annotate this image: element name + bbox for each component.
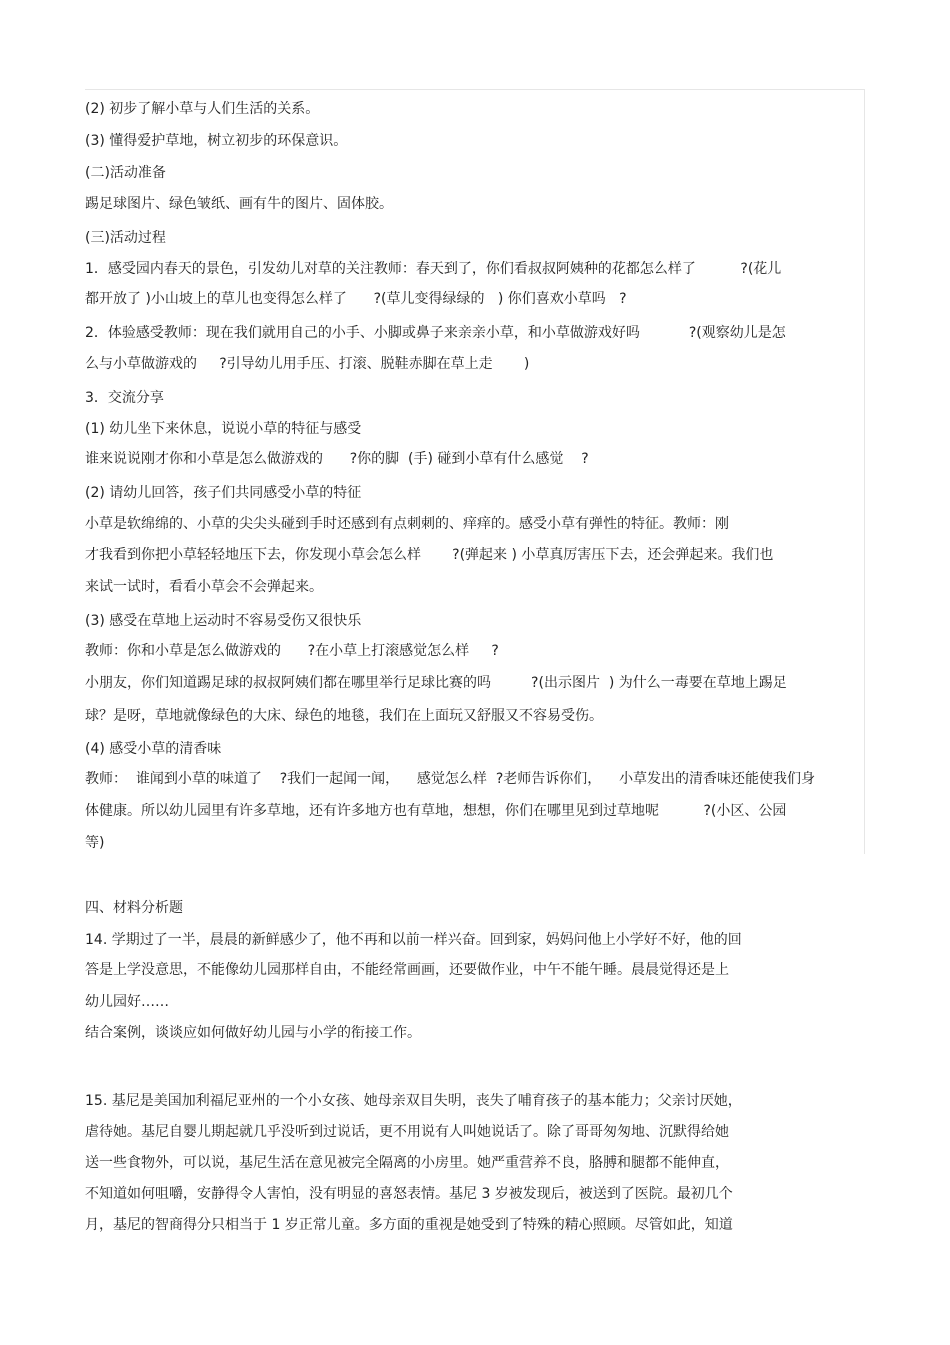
sub-step-2-line-3: 来试一试时，看看小草会不会弹起来。 <box>85 579 323 595</box>
goal-line-3: (3) 懂得爱护草地，树立初步的环保意识。 <box>85 133 348 149</box>
sub-step-4-line-3: 等) <box>85 835 105 851</box>
activity-preparation-heading: (二)活动准备 <box>85 165 166 181</box>
sub-step-3-heading: (3) 感受在草地上运动时不容易受伤又很快乐 <box>85 613 362 629</box>
sub-step-2-line-2: 才我看到你把小草轻轻地压下去，你发现小草会怎么样 ?(弹起来 ) 小草真厉害压下去，还会弹起来。我们也 <box>85 547 774 563</box>
question-14-line-2: 答是上学没意思，不能像幼儿园那样自由，不能经常画画，还要做作业，中午不能午睡。晨晨觉得还是上 <box>85 962 729 978</box>
question-15-line-5: 月，基尼的智商得分只相当于 1 岁正常儿童。多方面的重视是她受到了特殊的精心照顾。尽管如此，知道 <box>85 1217 733 1233</box>
sub-step-4-line-2: 体健康。所以幼儿园里有许多草地，还有许多地方也有草地，想想，你们在哪里见到过草地呢 ?(小区、公园 <box>85 803 787 819</box>
question-14-line-1: 14. 学期过了一半，晨晨的新鲜感少了，他不再和以前一样兴奋。回到家，妈妈问他上小学好不好，他的回 <box>85 932 742 948</box>
process-step-1-line-1: 1．感受园内春天的景色，引发幼儿对草的关注教师：春天到了，你们看叔叔阿姨种的花都怎么样了 ?(花儿 <box>85 261 782 277</box>
question-15-line-1: 15. 基尼是美国加利福尼亚州的一个小女孩、她母亲双目失明，丧失了哺育孩子的基本能力；父亲讨厌她， <box>85 1093 742 1109</box>
sub-step-3-line-2: 小朋友，你们知道踢足球的叔叔阿姨们都在哪里举行足球比赛的吗 ?(出示图片 ) 为什么一毒要在草地上踢足 <box>85 675 787 691</box>
question-15-line-4: 不知道如何咀嚼，安静得令人害怕，没有明显的喜怒表情。基尼 3 岁被发现后，被送到了医院。最初几个 <box>85 1186 733 1202</box>
process-step-3-heading: 3．交流分享 <box>85 390 164 406</box>
process-step-1-line-2: 都开放了 )小山坡上的草儿也变得怎么样了 ?(草儿变得绿绿的 ) 你们喜欢小草吗 ? <box>85 291 627 307</box>
sub-step-1-text: 谁来说说刚才你和小草是怎么做游戏的 ?你的脚 (手) 碰到小草有什么感觉 ? <box>85 451 589 467</box>
question-14-line-3: 幼儿园好…… <box>85 994 169 1010</box>
process-step-2-line-1: 2．体验感受教师：现在我们就用自己的小手、小脚或鼻子来亲亲小草，和小草做游戏好吗 ?(观察幼儿是怎 <box>85 325 786 341</box>
activity-process-heading: (三)活动过程 <box>85 230 166 246</box>
sub-step-2-line-1: 小草是软绵绵的、小草的尖尖头碰到手时还感到有点刺刺的、痒痒的。感受小草有弹性的特征。教师：刚 <box>85 516 729 532</box>
question-14-prompt: 结合案例，谈谈应如何做好幼儿园与小学的衔接工作。 <box>85 1025 421 1041</box>
question-15-line-2: 虐待她。基尼自婴儿期起就几乎没听到过说话，更不用说有人叫她说话了。除了哥哥匆匆地、沉默得给她 <box>85 1124 729 1140</box>
sub-step-1-heading: (1) 幼儿坐下来休息，说说小草的特征与感受 <box>85 421 362 437</box>
activity-preparation-text: 踢足球图片、绿色皱纸、画有牛的图片、固体胶。 <box>85 196 393 212</box>
sub-step-3-line-3: 球？是呀，草地就像绿色的大床、绿色的地毯，我们在上面玩又舒服又不容易受伤。 <box>85 708 603 724</box>
process-step-2-line-2: 么与小草做游戏的 ?引导幼儿用手压、打滚、脱鞋赤脚在草上走 ) <box>85 356 530 372</box>
sub-step-4-heading: (4) 感受小草的清香味 <box>85 741 222 757</box>
content-frame-right-border <box>864 89 865 854</box>
content-frame-top-border <box>85 89 865 90</box>
question-15-line-3: 送一些食物外，可以说，基尼生活在意见被完全隔离的小房里。她严重营养不良，胳膊和腿都不能伸直， <box>85 1155 729 1171</box>
section-heading: 四、材料分析题 <box>85 900 183 916</box>
sub-step-2-heading: (2) 请幼儿回答，孩子们共同感受小草的特征 <box>85 485 362 501</box>
sub-step-3-line-1: 教师：你和小草是怎么做游戏的 ?在小草上打滚感觉怎么样 ? <box>85 643 499 659</box>
goal-line-2: (2) 初步了解小草与人们生活的关系。 <box>85 101 320 117</box>
sub-step-4-line-1: 教师： 谁闻到小草的味道了 ?我们一起闻一闻， 感觉怎么样 ?老师告诉你们， 小草发出的清香味还能使我们身 <box>85 771 816 787</box>
